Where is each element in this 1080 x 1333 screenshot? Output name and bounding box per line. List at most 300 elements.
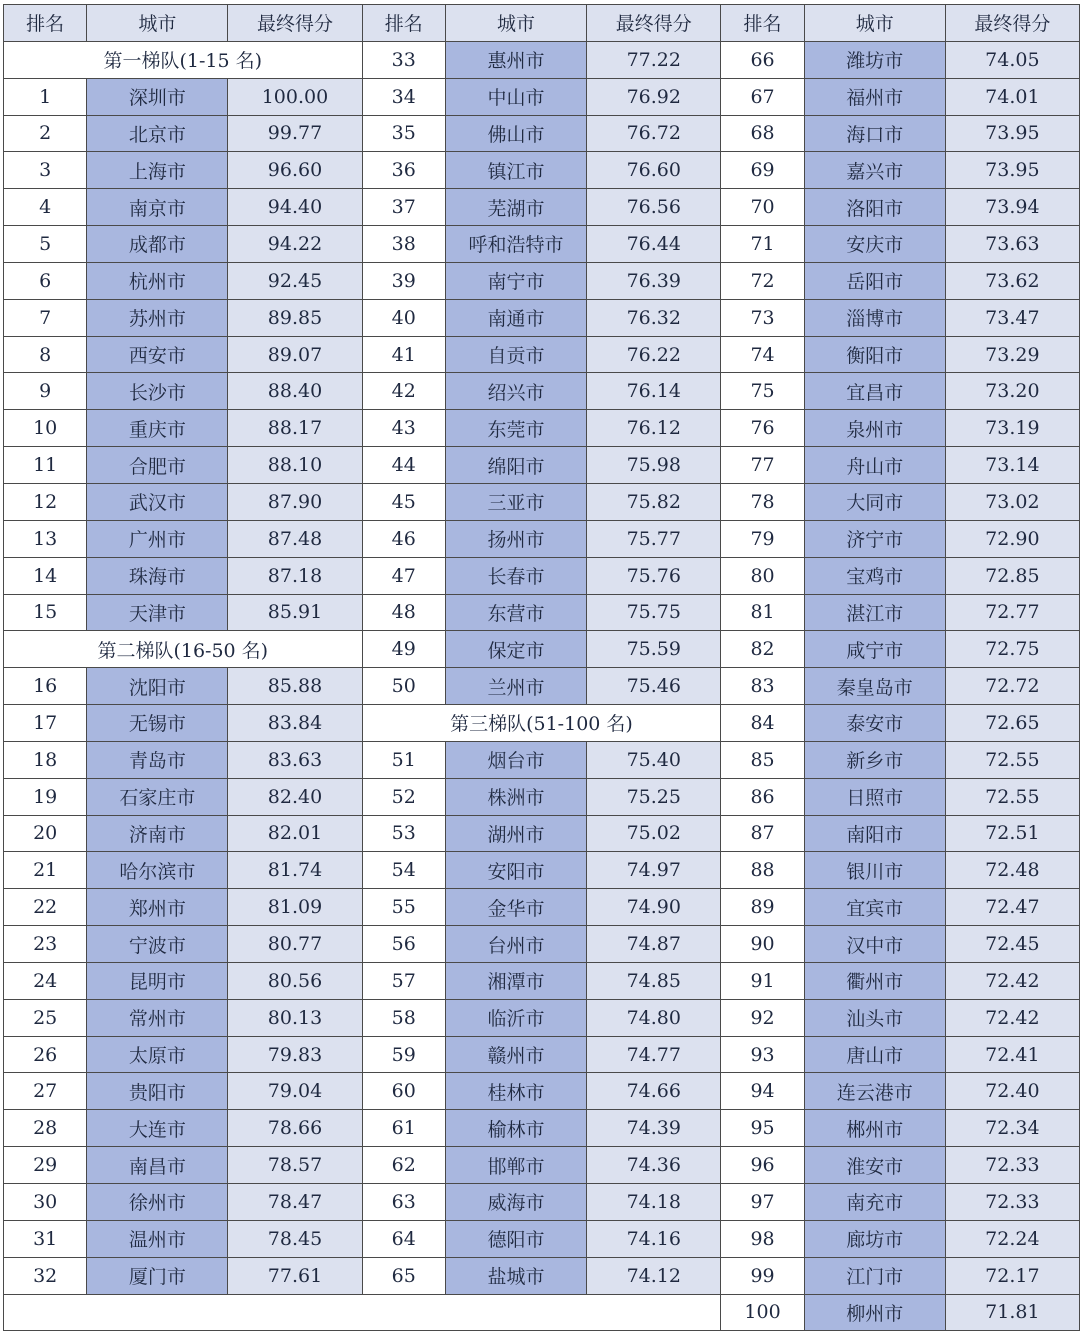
score-cell: 72.72: [945, 668, 1079, 705]
city-cell: 天津市: [87, 594, 228, 631]
city-cell: 苏州市: [87, 299, 228, 336]
rank-cell: 69: [721, 152, 804, 189]
city-cell: 海口市: [804, 115, 945, 152]
score-cell: 78.57: [228, 1147, 362, 1184]
rank-cell: 22: [4, 889, 87, 926]
rank-cell: 32: [4, 1257, 87, 1294]
city-ranking-table: [3, 4, 1080, 1331]
empty-cell: [4, 1294, 721, 1331]
rank-cell: 2: [4, 115, 87, 152]
rank-cell: 14: [4, 557, 87, 594]
city-cell: 宜宾市: [804, 889, 945, 926]
score-cell: 72.47: [945, 889, 1079, 926]
score-cell: 89.85: [228, 299, 362, 336]
score-cell: 74.12: [587, 1257, 721, 1294]
city-cell: 广州市: [87, 520, 228, 557]
rank-cell: 38: [362, 226, 445, 263]
rank-cell: 100: [721, 1294, 804, 1331]
rank-cell: 65: [362, 1257, 445, 1294]
rank-cell: 95: [721, 1110, 804, 1147]
table-row: [4, 594, 1080, 631]
city-cell: 南宁市: [445, 262, 586, 299]
table-row: [4, 410, 1080, 447]
table-row: [4, 557, 1080, 594]
score-cell: 82.40: [228, 778, 362, 815]
score-cell: 73.47: [945, 299, 1079, 336]
city-cell: 江门市: [804, 1257, 945, 1294]
city-cell: 银川市: [804, 852, 945, 889]
score-cell: 72.90: [945, 520, 1079, 557]
city-cell: 中山市: [445, 78, 586, 115]
city-cell: 福州市: [804, 78, 945, 115]
table-row: [4, 741, 1080, 778]
score-cell: 72.65: [945, 705, 1079, 742]
rank-cell: 29: [4, 1147, 87, 1184]
score-cell: 74.16: [587, 1220, 721, 1257]
city-cell: 宝鸡市: [804, 557, 945, 594]
city-cell: 廊坊市: [804, 1220, 945, 1257]
score-cell: 78.47: [228, 1184, 362, 1221]
score-cell: 73.95: [945, 152, 1079, 189]
score-cell: 72.55: [945, 741, 1079, 778]
rank-cell: 56: [362, 926, 445, 963]
score-cell: 72.48: [945, 852, 1079, 889]
rank-cell: 55: [362, 889, 445, 926]
rank-cell: 75: [721, 373, 804, 410]
score-cell: 74.18: [587, 1184, 721, 1221]
rank-cell: 51: [362, 741, 445, 778]
table-row: [4, 78, 1080, 115]
city-cell: 厦门市: [87, 1257, 228, 1294]
rank-cell: 83: [721, 668, 804, 705]
city-cell: 南阳市: [804, 815, 945, 852]
city-cell: 唐山市: [804, 1036, 945, 1073]
table-row: [4, 226, 1080, 263]
city-cell: 洛阳市: [804, 189, 945, 226]
rank-cell: 99: [721, 1257, 804, 1294]
rank-cell: 74: [721, 336, 804, 373]
rank-cell: 86: [721, 778, 804, 815]
city-cell: 南充市: [804, 1184, 945, 1221]
rank-cell: 97: [721, 1184, 804, 1221]
score-cell: 74.36: [587, 1147, 721, 1184]
score-cell: 76.72: [587, 115, 721, 152]
city-cell: 扬州市: [445, 520, 586, 557]
city-cell: 湘潭市: [445, 962, 586, 999]
rank-cell: 81: [721, 594, 804, 631]
city-cell: 贵阳市: [87, 1073, 228, 1110]
rank-cell: 78: [721, 483, 804, 520]
score-cell: 88.10: [228, 447, 362, 484]
rank-cell: 68: [721, 115, 804, 152]
score-cell: 74.85: [587, 962, 721, 999]
rank-cell: 11: [4, 447, 87, 484]
rank-cell: 31: [4, 1220, 87, 1257]
rank-cell: 18: [4, 741, 87, 778]
score-cell: 72.41: [945, 1036, 1079, 1073]
score-cell: 87.48: [228, 520, 362, 557]
city-cell: 日照市: [804, 778, 945, 815]
table-row: [4, 962, 1080, 999]
score-cell: 80.13: [228, 999, 362, 1036]
rank-header: 排名: [362, 5, 445, 42]
table-row: [4, 1110, 1080, 1147]
rank-cell: 52: [362, 778, 445, 815]
city-cell: 镇江市: [445, 152, 586, 189]
city-cell: 绍兴市: [445, 373, 586, 410]
city-cell: 西安市: [87, 336, 228, 373]
city-cell: 衢州市: [804, 962, 945, 999]
city-cell: 金华市: [445, 889, 586, 926]
score-cell: 75.46: [587, 668, 721, 705]
score-cell: 74.39: [587, 1110, 721, 1147]
table-row: [4, 631, 1080, 668]
score-cell: 96.60: [228, 152, 362, 189]
table-row: [4, 373, 1080, 410]
score-cell: 77.61: [228, 1257, 362, 1294]
rank-cell: 84: [721, 705, 804, 742]
table-row: [4, 668, 1080, 705]
rank-cell: 8: [4, 336, 87, 373]
rank-cell: 24: [4, 962, 87, 999]
score-cell: 72.55: [945, 778, 1079, 815]
city-cell: 泉州市: [804, 410, 945, 447]
city-cell: 合肥市: [87, 447, 228, 484]
score-cell: 75.98: [587, 447, 721, 484]
city-cell: 新乡市: [804, 741, 945, 778]
rank-cell: 16: [4, 668, 87, 705]
score-cell: 73.02: [945, 483, 1079, 520]
table-body: [4, 5, 1080, 1331]
city-cell: 南通市: [445, 299, 586, 336]
rank-cell: 45: [362, 483, 445, 520]
score-cell: 99.77: [228, 115, 362, 152]
rank-cell: 82: [721, 631, 804, 668]
rank-cell: 1: [4, 78, 87, 115]
tier-label: 第一梯队(1-15 名): [4, 41, 363, 78]
score-cell: 72.51: [945, 815, 1079, 852]
city-cell: 东营市: [445, 594, 586, 631]
score-cell: 80.77: [228, 926, 362, 963]
table-row: [4, 189, 1080, 226]
score-cell: 83.84: [228, 705, 362, 742]
city-cell: 沈阳市: [87, 668, 228, 705]
rank-cell: 5: [4, 226, 87, 263]
score-cell: 76.92: [587, 78, 721, 115]
city-cell: 秦皇岛市: [804, 668, 945, 705]
score-cell: 76.56: [587, 189, 721, 226]
score-header: 最终得分: [228, 5, 362, 42]
rank-cell: 42: [362, 373, 445, 410]
score-cell: 76.60: [587, 152, 721, 189]
city-cell: 深圳市: [87, 78, 228, 115]
score-cell: 75.75: [587, 594, 721, 631]
score-cell: 72.40: [945, 1073, 1079, 1110]
score-cell: 73.95: [945, 115, 1079, 152]
table-row: [4, 1257, 1080, 1294]
rank-cell: 87: [721, 815, 804, 852]
score-cell: 73.14: [945, 447, 1079, 484]
score-cell: 76.14: [587, 373, 721, 410]
city-cell: 芜湖市: [445, 189, 586, 226]
score-cell: 73.63: [945, 226, 1079, 263]
rank-cell: 77: [721, 447, 804, 484]
score-cell: 72.33: [945, 1184, 1079, 1221]
rank-cell: 47: [362, 557, 445, 594]
ranking-page: [3, 4, 1080, 1331]
city-cell: 台州市: [445, 926, 586, 963]
rank-cell: 43: [362, 410, 445, 447]
score-cell: 88.17: [228, 410, 362, 447]
city-cell: 济南市: [87, 815, 228, 852]
score-cell: 74.01: [945, 78, 1079, 115]
rank-cell: 12: [4, 483, 87, 520]
table-row: [4, 1294, 1080, 1331]
city-cell: 岳阳市: [804, 262, 945, 299]
rank-cell: 67: [721, 78, 804, 115]
rank-cell: 17: [4, 705, 87, 742]
table-row: [4, 336, 1080, 373]
score-cell: 73.29: [945, 336, 1079, 373]
city-cell: 柳州市: [804, 1294, 945, 1331]
rank-cell: 91: [721, 962, 804, 999]
score-header: 最终得分: [587, 5, 721, 42]
city-cell: 北京市: [87, 115, 228, 152]
score-cell: 100.00: [228, 78, 362, 115]
city-cell: 安庆市: [804, 226, 945, 263]
rank-cell: 53: [362, 815, 445, 852]
score-cell: 87.18: [228, 557, 362, 594]
rank-cell: 49: [362, 631, 445, 668]
rank-cell: 21: [4, 852, 87, 889]
rank-cell: 50: [362, 668, 445, 705]
table-row: [4, 1036, 1080, 1073]
score-cell: 80.56: [228, 962, 362, 999]
city-cell: 汉中市: [804, 926, 945, 963]
rank-cell: 48: [362, 594, 445, 631]
city-cell: 绵阳市: [445, 447, 586, 484]
city-cell: 株洲市: [445, 778, 586, 815]
city-cell: 昆明市: [87, 962, 228, 999]
table-row: [4, 1147, 1080, 1184]
rank-cell: 34: [362, 78, 445, 115]
rank-cell: 36: [362, 152, 445, 189]
table-row: [4, 520, 1080, 557]
score-cell: 72.24: [945, 1220, 1079, 1257]
score-cell: 78.66: [228, 1110, 362, 1147]
city-header: 城市: [445, 5, 586, 42]
rank-cell: 46: [362, 520, 445, 557]
table-row: [4, 705, 1080, 742]
city-cell: 武汉市: [87, 483, 228, 520]
rank-cell: 10: [4, 410, 87, 447]
rank-cell: 44: [362, 447, 445, 484]
rank-cell: 3: [4, 152, 87, 189]
rank-cell: 59: [362, 1036, 445, 1073]
score-cell: 81.74: [228, 852, 362, 889]
score-cell: 75.76: [587, 557, 721, 594]
city-cell: 杭州市: [87, 262, 228, 299]
rank-cell: 7: [4, 299, 87, 336]
city-cell: 德阳市: [445, 1220, 586, 1257]
score-cell: 75.02: [587, 815, 721, 852]
table-row: [4, 852, 1080, 889]
city-cell: 长沙市: [87, 373, 228, 410]
table-row: [4, 152, 1080, 189]
city-cell: 安阳市: [445, 852, 586, 889]
rank-cell: 79: [721, 520, 804, 557]
city-cell: 常州市: [87, 999, 228, 1036]
city-cell: 郴州市: [804, 1110, 945, 1147]
city-header: 城市: [87, 5, 228, 42]
score-cell: 72.33: [945, 1147, 1079, 1184]
city-cell: 郑州市: [87, 889, 228, 926]
city-cell: 淄博市: [804, 299, 945, 336]
city-cell: 嘉兴市: [804, 152, 945, 189]
table-row: [4, 1073, 1080, 1110]
score-cell: 74.66: [587, 1073, 721, 1110]
rank-cell: 61: [362, 1110, 445, 1147]
city-cell: 汕头市: [804, 999, 945, 1036]
city-cell: 临沂市: [445, 999, 586, 1036]
score-cell: 73.94: [945, 189, 1079, 226]
score-cell: 76.12: [587, 410, 721, 447]
score-cell: 94.40: [228, 189, 362, 226]
rank-cell: 64: [362, 1220, 445, 1257]
city-cell: 佛山市: [445, 115, 586, 152]
rank-cell: 60: [362, 1073, 445, 1110]
score-cell: 76.22: [587, 336, 721, 373]
rank-cell: 88: [721, 852, 804, 889]
score-cell: 72.75: [945, 631, 1079, 668]
rank-cell: 90: [721, 926, 804, 963]
rank-cell: 28: [4, 1110, 87, 1147]
score-cell: 94.22: [228, 226, 362, 263]
city-cell: 宜昌市: [804, 373, 945, 410]
table-row: [4, 41, 1080, 78]
city-cell: 太原市: [87, 1036, 228, 1073]
score-cell: 79.04: [228, 1073, 362, 1110]
score-cell: 77.22: [587, 41, 721, 78]
city-cell: 济宁市: [804, 520, 945, 557]
table-row: [4, 115, 1080, 152]
rank-cell: 27: [4, 1073, 87, 1110]
rank-cell: 80: [721, 557, 804, 594]
score-cell: 79.83: [228, 1036, 362, 1073]
city-cell: 自贡市: [445, 336, 586, 373]
city-cell: 淮安市: [804, 1147, 945, 1184]
rank-cell: 85: [721, 741, 804, 778]
city-cell: 舟山市: [804, 447, 945, 484]
table-row: [4, 999, 1080, 1036]
rank-cell: 73: [721, 299, 804, 336]
rank-cell: 58: [362, 999, 445, 1036]
city-cell: 石家庄市: [87, 778, 228, 815]
rank-header: 排名: [4, 5, 87, 42]
city-cell: 邯郸市: [445, 1147, 586, 1184]
rank-cell: 98: [721, 1220, 804, 1257]
score-cell: 73.19: [945, 410, 1079, 447]
tier-label: 第二梯队(16-50 名): [4, 631, 363, 668]
city-cell: 宁波市: [87, 926, 228, 963]
rank-cell: 63: [362, 1184, 445, 1221]
rank-cell: 25: [4, 999, 87, 1036]
score-cell: 74.05: [945, 41, 1079, 78]
city-cell: 温州市: [87, 1220, 228, 1257]
score-cell: 74.87: [587, 926, 721, 963]
rank-cell: 19: [4, 778, 87, 815]
score-cell: 72.42: [945, 999, 1079, 1036]
score-cell: 88.40: [228, 373, 362, 410]
rank-cell: 54: [362, 852, 445, 889]
tier-label: 第三梯队(51-100 名): [362, 705, 721, 742]
score-cell: 72.77: [945, 594, 1079, 631]
rank-cell: 62: [362, 1147, 445, 1184]
score-cell: 76.44: [587, 226, 721, 263]
score-cell: 74.77: [587, 1036, 721, 1073]
city-cell: 珠海市: [87, 557, 228, 594]
city-cell: 赣州市: [445, 1036, 586, 1073]
score-cell: 74.90: [587, 889, 721, 926]
rank-cell: 33: [362, 41, 445, 78]
city-cell: 大连市: [87, 1110, 228, 1147]
city-cell: 泰安市: [804, 705, 945, 742]
score-cell: 74.80: [587, 999, 721, 1036]
rank-cell: 72: [721, 262, 804, 299]
city-cell: 三亚市: [445, 483, 586, 520]
rank-cell: 93: [721, 1036, 804, 1073]
city-cell: 咸宁市: [804, 631, 945, 668]
rank-cell: 57: [362, 962, 445, 999]
city-cell: 徐州市: [87, 1184, 228, 1221]
rank-cell: 23: [4, 926, 87, 963]
rank-cell: 9: [4, 373, 87, 410]
city-cell: 烟台市: [445, 741, 586, 778]
score-cell: 72.85: [945, 557, 1079, 594]
city-cell: 湛江市: [804, 594, 945, 631]
score-cell: 76.39: [587, 262, 721, 299]
score-cell: 87.90: [228, 483, 362, 520]
rank-cell: 71: [721, 226, 804, 263]
rank-cell: 41: [362, 336, 445, 373]
score-cell: 81.09: [228, 889, 362, 926]
city-cell: 榆林市: [445, 1110, 586, 1147]
city-cell: 惠州市: [445, 41, 586, 78]
city-cell: 盐城市: [445, 1257, 586, 1294]
table-row: [4, 299, 1080, 336]
rank-cell: 13: [4, 520, 87, 557]
city-cell: 东莞市: [445, 410, 586, 447]
score-cell: 75.25: [587, 778, 721, 815]
rank-cell: 20: [4, 815, 87, 852]
score-cell: 72.34: [945, 1110, 1079, 1147]
score-cell: 85.88: [228, 668, 362, 705]
table-row: [4, 815, 1080, 852]
table-row: [4, 926, 1080, 963]
score-cell: 73.62: [945, 262, 1079, 299]
city-cell: 哈尔滨市: [87, 852, 228, 889]
city-header: 城市: [804, 5, 945, 42]
table-row: [4, 778, 1080, 815]
rank-cell: 92: [721, 999, 804, 1036]
city-cell: 南昌市: [87, 1147, 228, 1184]
score-cell: 72.45: [945, 926, 1079, 963]
rank-cell: 4: [4, 189, 87, 226]
city-cell: 大同市: [804, 483, 945, 520]
score-cell: 72.42: [945, 962, 1079, 999]
header-row: [4, 5, 1080, 42]
city-cell: 兰州市: [445, 668, 586, 705]
